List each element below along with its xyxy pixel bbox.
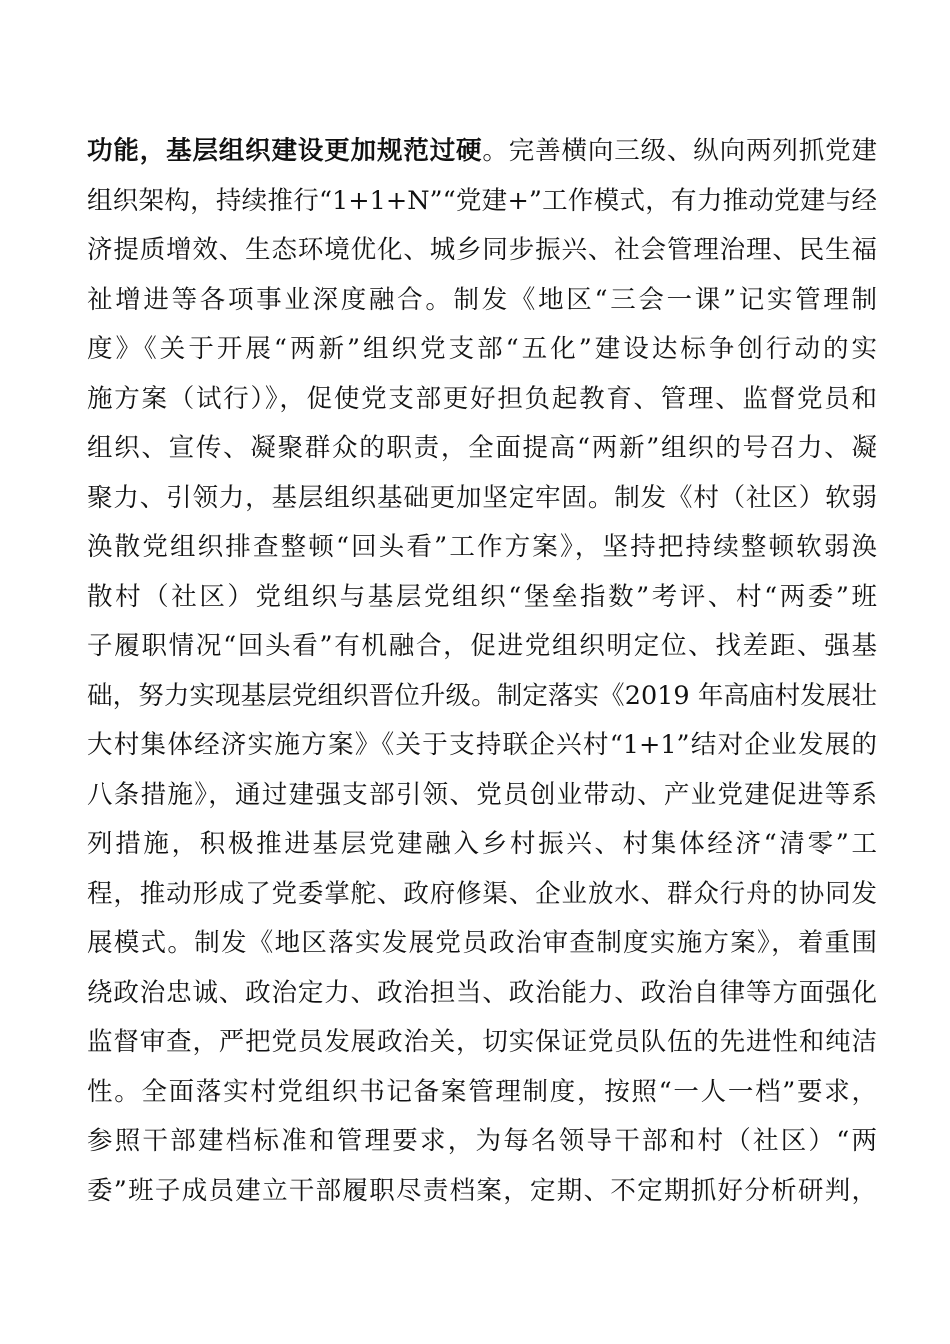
line-text: 础，努力实现基层党组织晋位升级。制定落实《2019 年高庙村发展壮 (87, 680, 877, 711)
line-text: 散村（社区）党组织与基层党组织“堡垒指数”考评、村“两委”班 (87, 581, 877, 612)
text-line (87, 622, 877, 672)
text-line (87, 1117, 877, 1167)
text-line (87, 226, 877, 276)
line-text: 涣散党组织排查整顿“回头看”工作方案》，坚持把持续整顿软弱涣 (87, 532, 877, 562)
text-line (87, 969, 877, 1019)
line-text: 委”班子成员建立干部履职尽责档案，定期、不定期抓好分析研判， (87, 1175, 877, 1206)
line-text: 性。全面落实村党组织书记备案管理制度，按照“一人一档”要求， (87, 1076, 877, 1107)
line-text: 聚力、引领力，基层组织基础更加坚定牢固。制发《村（社区）软弱 (87, 482, 877, 513)
text-line (87, 276, 877, 326)
line-text: 列措施，积极推进基层党建融入乡村振兴、村集体经济“清零”工 (87, 829, 877, 859)
line-text: 绕政治忠诚、政治定力、政治担当、政治能力、政治自律等方面强化 (87, 977, 877, 1008)
line-text: 监督审查，严把党员发展政治关，切实保证党员队伍的先进性和纯洁 (87, 1027, 877, 1057)
text-line (87, 1018, 877, 1068)
line-text: 组织、宣传、凝聚群众的职责，全面提高“两新”组织的号召力、凝 (87, 433, 877, 463)
text-line (87, 523, 877, 573)
text-line (87, 573, 877, 623)
text-line (87, 820, 877, 870)
text-line (87, 870, 877, 920)
text-line (87, 177, 877, 227)
bold-heading-fragment: 功能，基层组织建设更加规范过硬 (87, 136, 483, 166)
text-line (87, 919, 877, 969)
text-line (87, 127, 877, 177)
text-line (87, 325, 877, 375)
line-text: 子履职情况“回头看”有机融合，促进党组织明定位、找差距、强基 (87, 631, 877, 661)
text-line (87, 1167, 877, 1217)
line-text: 组织架构，持续推行“1+1+N”“党建+”工作模式，有力推动党建与经 (87, 185, 877, 216)
text-line (87, 375, 877, 425)
text-line (87, 424, 877, 474)
text-line (87, 1068, 877, 1118)
text-line (87, 771, 877, 821)
line-text: 大村集体经济实施方案》《关于支持联企兴村“1+1”结对企业发展的 (87, 730, 877, 760)
line-text: 程，推动形成了党委掌舵、政府修渠、企业放水、群众行舟的协同发 (87, 878, 877, 909)
line-text: 济提质增效、生态环境优化、城乡同步振兴、社会管理治理、民生福 (87, 235, 877, 265)
line-text: 施方案（试行）》，促使党支部更好担负起教育、管理、监督党员和 (87, 383, 877, 414)
line-text: 八条措施》，通过建强支部引领、党员创业带动、产业党建促进等系 (87, 779, 877, 810)
body-paragraph (87, 127, 877, 1216)
line-text: 展模式。制发《地区落实发展党员政治审查制度实施方案》，着重围 (87, 928, 877, 958)
line-text: 祉增进等各项事业深度融合。制发《地区“三会一课”记实管理制 (87, 284, 877, 315)
line-text: 。完善横向三级、纵向两列抓党建 (482, 136, 877, 166)
text-line (87, 474, 877, 524)
line-text: 度》《关于开展“两新”组织党支部“五化”建设达标争创行动的实 (87, 334, 877, 364)
text-line (87, 721, 877, 771)
line-text: 参照干部建档标准和管理要求，为每名领导干部和村（社区）“两 (87, 1126, 877, 1156)
text-line (87, 672, 877, 722)
